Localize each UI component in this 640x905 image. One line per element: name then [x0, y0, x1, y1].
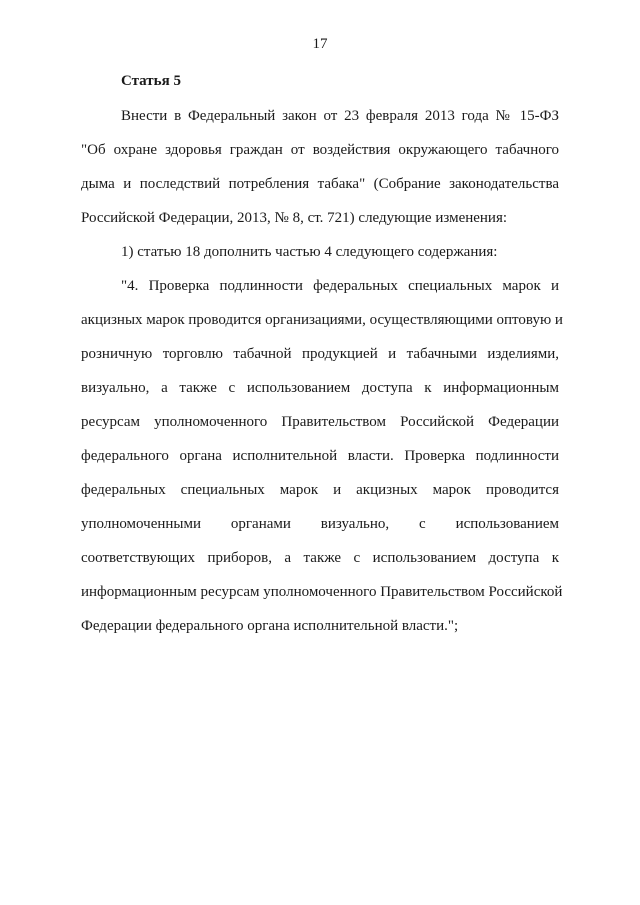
text-line: акцизных марок проводится организациями, осуществляющими оптовую и [81, 312, 563, 328]
text-line: федеральных специальных марок и акцизных марок проводится [81, 482, 559, 498]
article-title: Статья 5 [121, 73, 181, 89]
text-line: розничную торговлю табачной продукцией и табачными изделиями, [81, 346, 559, 362]
text-line: дыма и последствий потребления табака" (Собрание законодательства [81, 176, 559, 192]
text-line: информационным ресурсам уполномоченного Правительством Российской [81, 584, 563, 600]
text-line: Федерации федерального органа исполнительной власти."; [81, 618, 459, 634]
text-line: "Об охране здоровья граждан от воздействия окружающего табачного [81, 142, 559, 158]
text-line: "4. Проверка подлинности федеральных специальных марок и [121, 278, 559, 294]
text-line: ресурсам уполномоченного Правительством Российской Федерации [81, 414, 559, 430]
text-line: 1) статью 18 дополнить частью 4 следующего содержания: [121, 244, 498, 260]
text-line: соответствующих приборов, а также с использованием доступа к [81, 550, 559, 566]
text-line: федерального органа исполнительной власти. Проверка подлинности [81, 448, 559, 464]
text-line: визуально, а также с использованием доступа к информационным [81, 380, 559, 396]
text-line: Внести в Федеральный закон от 23 февраля 2013 года № 15-ФЗ [121, 108, 559, 124]
page-number: 17 [312, 36, 328, 52]
text-line: уполномоченными органами визуально, с использованием [81, 516, 559, 532]
text-line: Российской Федерации, 2013, № 8, ст. 721) следующие изменения: [81, 210, 508, 226]
